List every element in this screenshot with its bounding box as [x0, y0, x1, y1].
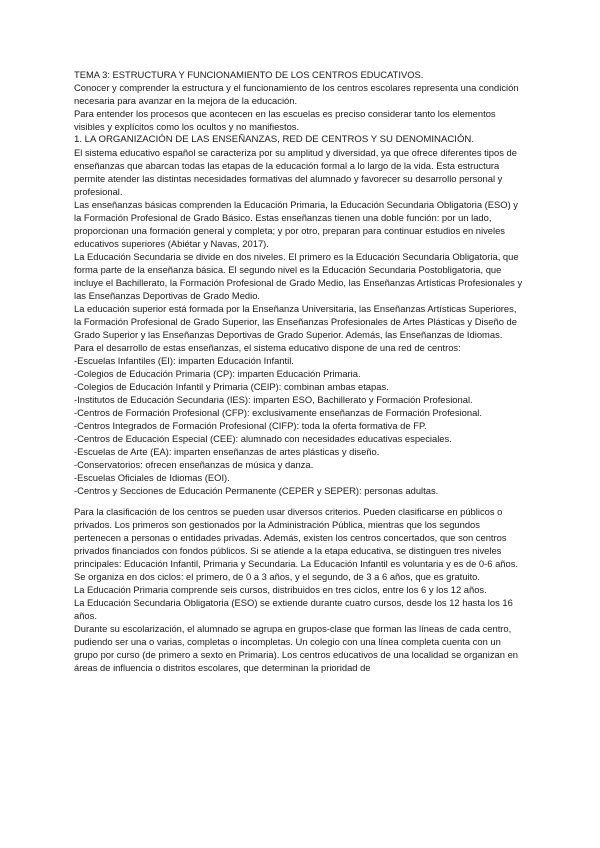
list-item: -Conservatorios: ofrecen enseñanzas de música y danza. — [74, 459, 314, 470]
centros-list — [74, 354, 526, 497]
list-item: -Centros Integrados de Formación Profesional (CIFP): toda la oferta formativa de FP. — [74, 420, 427, 431]
list-item: -Centros de Educación Especial (CEE): alumnado con necesidades educativas especiales. — [74, 433, 452, 444]
list-item: -Centros de Formación Profesional (CFP): exclusivamente enseñanzas de Formación Profesional. — [74, 407, 482, 418]
paragraph-ensenanzas-basicas: Las enseñanzas básicas comprenden la Educación Primaria, la Educación Secundaria Obligatoria (ESO) y la Formación Profesional de Grado Básico. Estas enseñanzas tienen una doble función: por un lado, proporcionan una formación general y completa; y por otro, preparan para continuar estudios en niveles educativos superiores (Abiétar y Navas, 2017). — [74, 199, 518, 249]
paragraph-escolarizacion: Durante su escolarización, el alumnado se agrupa en grupos-clase que forman las líneas de cada centro, pudiendo ser una o varias, completas o incompletas. Un colegio con una línea completa cuenta con un grupo por curso (de primero a sexto en Primaria). Los centros educativos de una localidad se organizan en áreas de influencia o distritos escolares, que determinan la prioridad de — [74, 623, 518, 673]
document-page — [74, 68, 526, 674]
paragraph-educacion-secundaria: La Educación Secundaria se divide en dos niveles. El primero es la Educación Secundaria Obligatoria, que forma parte de la enseñanza básica. El segundo nivel es la Educación Secundaria Postobligatoria, que incluye el Bachillerato, la Formación Profesional de Grado Medio, las Enseñanzas Artísticas Profesionales y las Enseñanzas Deportivas de Grado Medio. — [74, 251, 523, 301]
section-heading: 1. LA ORGANIZACIÓN DE LAS ENSEÑANZAS, RED DE CENTROS Y SU DENOMINACIÓN. — [74, 134, 474, 145]
paragraph-red-centros: Para el desarrollo de estas enseñanzas, el sistema educativo dispone de una red de centros: — [74, 342, 461, 353]
document-title: TEMA 3: ESTRUCTURA Y FUNCIONAMIENTO DE LOS CENTROS EDUCATIVOS. — [74, 69, 424, 80]
list-item: -Colegios de Educación Primaria (CP): imparten Educación Primaria. — [74, 368, 361, 379]
paragraph-educacion-superior: La educación superior está formada por la Enseñanza Universitaria, las Enseñanzas Artísticas Superiores, la Formación Profesional de Grado Superior, las Enseñanzas Profesionales de Artes Plásticas y Diseño de Grado Superior y las Enseñanzas Deportivas de Grado Superior. Además, las Enseñanzas de Idiomas. — [74, 303, 517, 340]
list-item: -Centros y Secciones de Educación Permanente (CEPER y SEPER): personas adultas. — [74, 485, 439, 496]
list-item: -Institutos de Educación Secundaria (IES): imparten ESO, Bachillerato y Formación Profesional. — [74, 394, 473, 405]
intro-paragraph-2: Para entender los procesos que acontecen en las escuelas es preciso considerar tanto los elementos visibles y explícitos como los ocultos y no manifiestos. — [74, 108, 496, 132]
list-item: -Escuelas Infantiles (EI): imparten Educación Infantil. — [74, 355, 294, 366]
paragraph-primaria: La Educación Primaria comprende seis cursos, distribuidos en tres ciclos, entre los 6 y los 12 años. — [74, 584, 487, 595]
clasificacion-block — [74, 505, 526, 674]
list-item: -Escuelas de Arte (EA): imparten enseñanzas de artes plásticas y diseño. — [74, 446, 380, 457]
list-item: -Escuelas Oficiales de Idiomas (EOI). — [74, 472, 230, 483]
paragraph-clasificacion: Para la clasificación de los centros se pueden usar diversos criterios. Pueden clasificarse en públicos o privados. Los primeros son gestionados por la Administración Pública, mientras que los segundos pertenecen a personas o entidades privadas. Además, existen los centros concertados, que son centros privados financiados con fondos públicos. Si se atiende a la etapa educativa, se distinguen tres niveles principales: Educación Infantil, Primaria y Secundaria. La Educación Infantil es voluntaria y es de 0-6 años. Se organiza en dos ciclos: el primero, de 0 a 3 años, y el segundo, de 3 a 6 años, que es gratuito. — [74, 506, 518, 582]
paragraph-eso: La Educación Secundaria Obligatoria (ESO) se extiende durante cuatro cursos, desde los 12 hasta los 16 años. — [74, 597, 513, 621]
intro-paragraph-1: Conocer y comprender la estructura y el funcionamiento de los centros escolares representa una condición necesaria para avanzar en la mejora de la educación. — [74, 82, 519, 106]
list-item: -Colegios de Educación Infantil y Primaria (CEIP): combinan ambas etapas. — [74, 381, 389, 392]
paragraph-sistema-educativo: El sistema educativo español se caracteriza por su amplitud y diversidad, ya que ofrece diferentes tipos de enseñanzas que abarcan todas las etapas de la educación formal a lo largo de la vida. Esta estructura permite atender las distintas necesidades formativas del alumnado y favorecer su desarrollo personal y profesional. — [74, 147, 517, 197]
